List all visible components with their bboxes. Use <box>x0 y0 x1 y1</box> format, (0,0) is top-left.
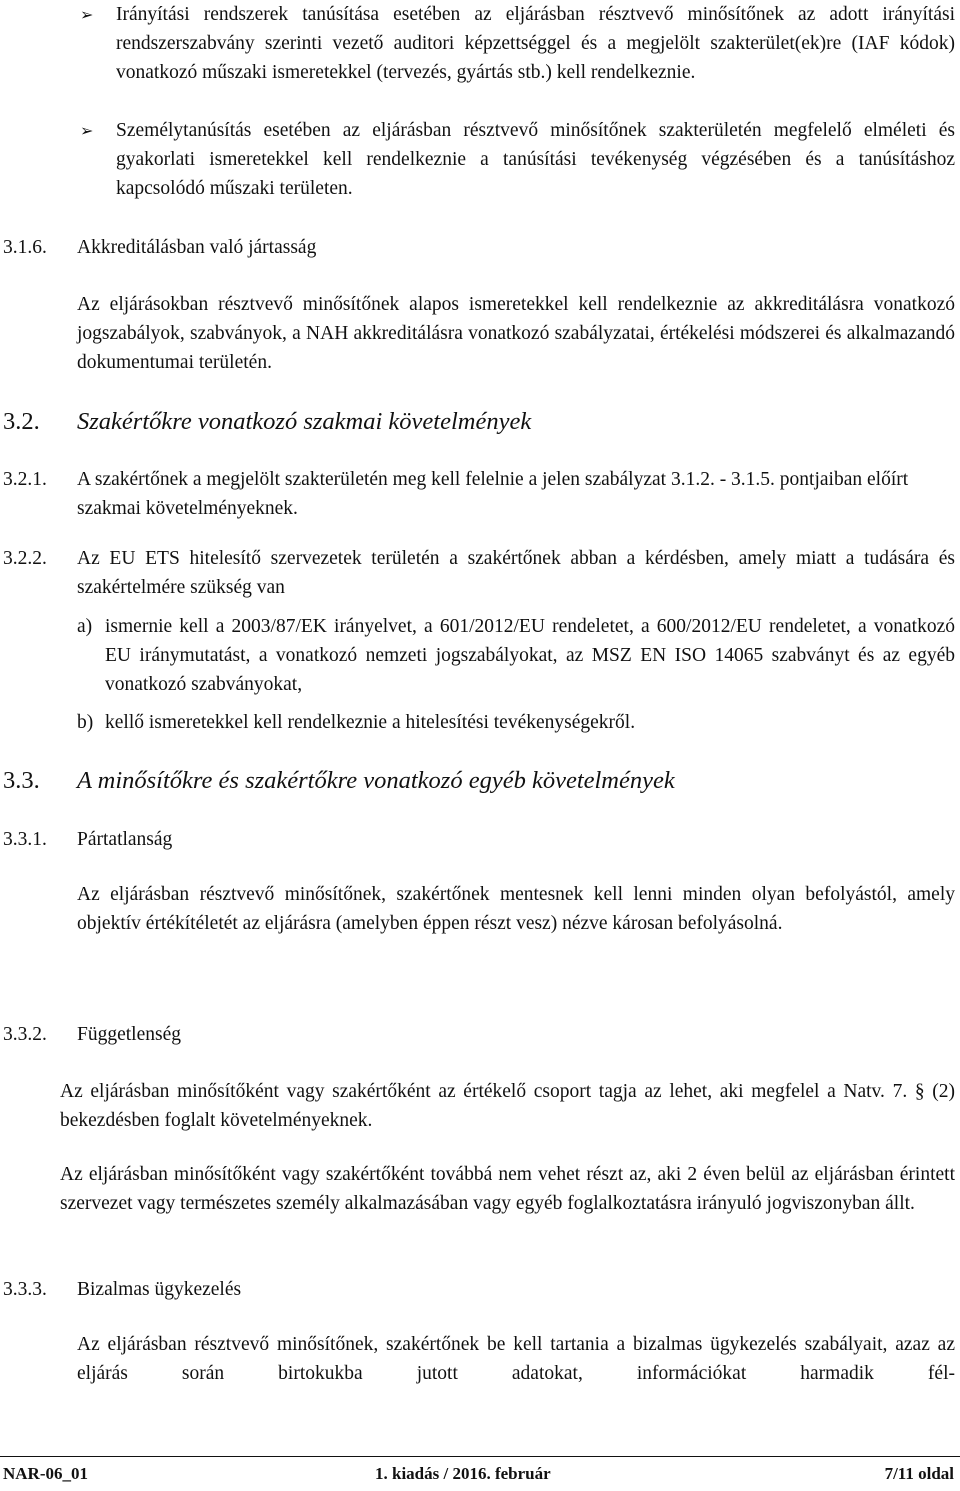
heading-number: 3.2. <box>3 408 40 435</box>
list-item: kellő ismeretekkel kell rendelkeznie a hitelesítési tevékenységekről. <box>105 712 636 733</box>
footer-doc-id: NAR-06_01 <box>3 1464 88 1483</box>
section-number: 3.3.2. <box>3 1024 47 1045</box>
section-number: 3.1.6. <box>3 237 47 258</box>
footer-edition: 1. kiadás / 2016. február <box>375 1464 551 1483</box>
section-paragraph: Az eljárásban résztvevő minősítőnek, szakértőnek be kell tartania a bizalmas ügykezelés szabályait, azaz az eljárás során birtokukba jutott adatokat, információkat harmadik fél- <box>77 1334 955 1384</box>
section-paragraph: Az EU ETS hitelesítő szervezetek területén a szakértőnek abban a kérdésben, amely miatt a tudására és szakértelmére szükség van <box>77 548 955 598</box>
footer-rule <box>0 1456 960 1457</box>
section-number: 3.2.2. <box>3 548 47 569</box>
section-paragraph: Az eljárásban minősítőként vagy szakértőként továbbá nem vehet részt az, aki 2 éven belül az eljárásban érintett szervezet vagy természetes személy alkalmazásában vagy egyéb foglalkoztatásra irányuló jogviszonyban állt. <box>60 1164 955 1214</box>
bullet-paragraph: Irányítási rendszerek tanúsítása esetében az eljárásban résztvevő minősítőnek az adott irányítási rendszerszabvány szerinti vezető auditori képzettséggel és a megjelölt szakterület(ek)re (IAF kódok) vonatkozó műszaki ismeretekkel (tervezés, gyártás stb.) kell rendelkeznie. <box>116 4 955 83</box>
bullet-arrow-icon: ➢ <box>80 121 94 140</box>
section-number: 3.3.3. <box>3 1279 47 1300</box>
section-title: Pártatlanság <box>77 829 173 850</box>
section-paragraph: Az eljárásban minősítőként vagy szakértőként az értékelő csoport tagja az lehet, aki megfelel a Natv. 7. § (2) bekezdésben foglalt követelményeknek. <box>60 1081 955 1131</box>
section-title: Akkreditálásban való jártasság <box>77 237 317 258</box>
bullet-arrow-icon: ➢ <box>80 5 94 24</box>
list-label: b) <box>77 712 94 733</box>
bullet-paragraph: Személytanúsítás esetében az eljárásban résztvevő minősítőnek szakterületén megfelelő elméleti és gyakorlati ismeretekkel kell rendelkeznie a tanúsítási tevékenység végzésében és a tanúsításhoz kapcsolódó műszaki területen. <box>116 120 955 199</box>
section-paragraph: Az eljárásokban résztvevő minősítőnek alapos ismeretekkel kell rendelkeznie az akkreditálásra vonatkozó jogszabályok, szabványok, a NAH akkreditálásra vonatkozó szabályzatai, értékelési módszerei és alkalmazandó dokumentumai területén. <box>77 294 955 373</box>
section-paragraph: Az eljárásban résztvevő minősítőnek, szakértőnek mentesnek kell lenni minden olyan befolyástól, amely objektív értékítéletét az eljárásra (amelyben éppen részt vesz) nézve károsan befolyásolná. <box>77 884 955 934</box>
section-title: Függetlenség <box>77 1024 181 1045</box>
heading-title: Szakértőkre vonatkozó szakmai követelmények <box>77 408 532 435</box>
heading-title: A minősítőkre és szakértőkre vonatkozó egyéb követelmények <box>77 767 675 794</box>
section-number: 3.3.1. <box>3 829 47 850</box>
list-item: ismernie kell a 2003/87/EK irányelvet, a 601/2012/EU rendeletet, a 600/2012/EU rendeletet, a vonatkozó EU iránymutatást, a vonatkozó nemzeti jogszabályokat, az MSZ EN ISO 14065 szabványt és az egyéb vonatkozó szabványokat, <box>105 616 955 695</box>
section-number: 3.2.1. <box>3 469 47 490</box>
list-label: a) <box>77 616 93 637</box>
section-paragraph: A szakértőnek a megjelölt szakterületén meg kell felelnie a jelen szabályzat 3.1.2. - 3.1.5. pontjaiban előírt szakmai követelményeknek. <box>77 469 909 519</box>
section-title: Bizalmas ügykezelés <box>77 1279 242 1300</box>
footer-page-number: 7/11 oldal <box>884 1464 954 1483</box>
heading-number: 3.3. <box>3 767 40 794</box>
